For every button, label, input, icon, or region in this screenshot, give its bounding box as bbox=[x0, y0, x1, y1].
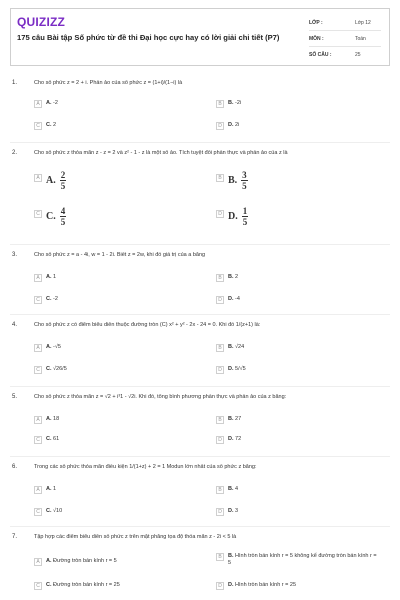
option-c[interactable] bbox=[34, 296, 58, 304]
fraction-numerator: 1 bbox=[242, 206, 248, 216]
option-text: 1 bbox=[53, 486, 57, 492]
divider bbox=[10, 526, 390, 527]
option-a[interactable] bbox=[34, 344, 61, 352]
question-text: Cho số phức z thỏa mãn z = √2 + i³1 - √2i. Khi đó, tổng bình phương phần thực và phần ảo của z bằng: bbox=[34, 394, 287, 400]
option-b[interactable] bbox=[216, 486, 238, 494]
option-letter: C bbox=[34, 508, 42, 516]
option-c[interactable] bbox=[34, 366, 67, 374]
option-text: 72 bbox=[235, 436, 242, 442]
question-2 bbox=[12, 150, 390, 240]
option-text: 4 bbox=[235, 486, 239, 492]
option-fraction bbox=[241, 170, 248, 191]
option-fraction bbox=[242, 206, 249, 227]
option-letter: D bbox=[216, 582, 224, 590]
question-number: 1. bbox=[12, 80, 18, 86]
question-5 bbox=[12, 394, 390, 454]
option-text: √24 bbox=[235, 344, 245, 350]
meta-label: SỐ CÂU : bbox=[309, 51, 332, 58]
option-prefix: A. bbox=[46, 174, 56, 186]
option-prefix: B. bbox=[228, 416, 234, 422]
document-header bbox=[10, 8, 390, 66]
option-d[interactable] bbox=[216, 582, 296, 590]
option-c[interactable] bbox=[34, 122, 56, 130]
option-prefix: D. bbox=[228, 366, 234, 372]
option-c[interactable] bbox=[34, 508, 62, 516]
option-prefix: D. bbox=[228, 210, 238, 222]
option-text: Đường tròn bán kính r = 5 bbox=[53, 558, 117, 564]
option-prefix: C. bbox=[46, 210, 56, 222]
option-text: 2 bbox=[235, 274, 239, 280]
question-text: Cho số phức z thỏa mãn z - z = 2 và z² - 1 - z là một số ảo. Tích tuyệt đối phần thực và phần ảo của z là bbox=[34, 150, 288, 156]
option-b[interactable] bbox=[216, 274, 238, 282]
option-prefix: B. bbox=[228, 174, 238, 186]
fraction-denominator: 5 bbox=[60, 181, 66, 191]
option-text: 61 bbox=[53, 436, 60, 442]
option-prefix: B. bbox=[228, 486, 234, 492]
option-letter: B bbox=[216, 553, 224, 561]
option-letter: D bbox=[216, 210, 224, 218]
option-d[interactable] bbox=[216, 296, 240, 304]
option-prefix: C. bbox=[46, 366, 52, 372]
option-letter: C bbox=[34, 210, 42, 218]
option-prefix: A. bbox=[46, 416, 52, 422]
meta-value: 25 bbox=[355, 51, 361, 58]
option-text: -2 bbox=[53, 296, 58, 302]
meta-label: MÔN : bbox=[309, 35, 324, 42]
meta-value: Lớp 12 bbox=[355, 19, 371, 26]
question-number: 2. bbox=[12, 150, 18, 156]
meta-info bbox=[309, 15, 381, 62]
option-text: 18 bbox=[53, 416, 60, 422]
question-text: Tập hợp các điểm biểu diễn số phức z trên mặt phẳng tọa độ thỏa mãn z - 2i < 5 là bbox=[34, 534, 237, 540]
option-a[interactable] bbox=[34, 486, 56, 494]
question-number: 7. bbox=[12, 534, 18, 540]
option-letter: C bbox=[34, 296, 42, 304]
option-text: 27 bbox=[235, 416, 242, 422]
option-letter: C bbox=[34, 366, 42, 374]
option-prefix: B. bbox=[228, 344, 234, 350]
divider bbox=[10, 386, 390, 387]
option-letter: D bbox=[216, 366, 224, 374]
question-7 bbox=[12, 534, 390, 598]
question-text: Cho số phức z có điểm biểu diễn thuộc đường tròn (C) x² + y² - 2x - 24 = 0. Khi đó 1/(z+1) là: bbox=[34, 322, 261, 328]
option-fraction bbox=[60, 170, 67, 191]
question-number: 5. bbox=[12, 394, 18, 400]
option-letter: B bbox=[216, 416, 224, 424]
option-d[interactable] bbox=[216, 122, 239, 130]
option-a[interactable] bbox=[34, 100, 58, 108]
question-text: Cho số phức z = 2 + i. Phần ảo của số phức z = (1+i)/(1−i) là bbox=[34, 80, 183, 86]
option-text: -4 bbox=[235, 296, 240, 302]
option-prefix: A. bbox=[46, 100, 52, 106]
fraction-numerator: 3 bbox=[242, 170, 247, 180]
option-d[interactable] bbox=[216, 436, 241, 444]
option-fraction bbox=[60, 206, 67, 227]
option-text: Hình tròn bán kính r = 5 không kể đường tròn bán kính r = 5 bbox=[228, 553, 377, 566]
option-letter: B bbox=[216, 100, 224, 108]
option-d[interactable] bbox=[216, 366, 246, 374]
option-a[interactable] bbox=[34, 274, 56, 282]
divider bbox=[10, 456, 390, 457]
option-b[interactable] bbox=[216, 170, 248, 191]
fraction-numerator: 2 bbox=[60, 170, 66, 180]
option-letter: B bbox=[216, 174, 224, 182]
option-text: 2 bbox=[53, 122, 57, 128]
option-letter: B bbox=[216, 344, 224, 352]
option-prefix: C. bbox=[46, 436, 52, 442]
option-prefix: D. bbox=[228, 582, 234, 588]
option-text: 2i bbox=[235, 122, 240, 128]
option-text: Đường tròn bán kính r = 25 bbox=[53, 582, 120, 588]
option-text: 5/√5 bbox=[235, 366, 246, 372]
option-text: Hình tròn bán kính r = 25 bbox=[235, 582, 297, 588]
document-title: 175 câu Bài tập Số phức từ đề thi Đại học cực hay có lời giải chi tiết (P7) bbox=[17, 33, 280, 42]
option-letter: A bbox=[34, 344, 42, 352]
option-c[interactable] bbox=[34, 436, 59, 444]
fraction-denominator: 5 bbox=[242, 217, 248, 227]
option-b[interactable] bbox=[216, 344, 244, 352]
option-b[interactable] bbox=[216, 416, 241, 424]
option-text: √26/5 bbox=[53, 366, 67, 372]
option-letter: A bbox=[34, 174, 42, 182]
meta-label: LỚP : bbox=[309, 19, 323, 26]
option-prefix: B. bbox=[228, 274, 234, 280]
fraction-denominator: 5 bbox=[242, 181, 247, 191]
option-prefix: B. bbox=[228, 553, 234, 559]
question-number: 6. bbox=[12, 464, 18, 470]
question-6 bbox=[12, 464, 390, 524]
option-letter: C bbox=[34, 582, 42, 590]
option-prefix: A. bbox=[46, 486, 52, 492]
option-letter: D bbox=[216, 122, 224, 130]
option-prefix: A. bbox=[46, 558, 52, 564]
option-text: 3 bbox=[235, 508, 239, 514]
option-text: 1 bbox=[53, 274, 57, 280]
option-letter: D bbox=[216, 296, 224, 304]
option-text: -2 bbox=[53, 100, 58, 106]
meta-value: Toán bbox=[355, 35, 366, 42]
option-c[interactable] bbox=[34, 206, 66, 227]
option-letter: A bbox=[34, 274, 42, 282]
option-prefix: A. bbox=[46, 344, 52, 350]
option-prefix: D. bbox=[228, 122, 234, 128]
option-a[interactable] bbox=[34, 558, 117, 566]
option-text: -√5 bbox=[53, 344, 61, 350]
option-prefix: C. bbox=[46, 582, 52, 588]
meta-row-count bbox=[309, 47, 381, 62]
option-letter: A bbox=[34, 100, 42, 108]
option-d[interactable] bbox=[216, 508, 238, 516]
option-b[interactable] bbox=[216, 100, 241, 108]
option-c[interactable] bbox=[34, 582, 120, 590]
question-text: Cho số phức z = a - 4i, w = 1 - 2i. Biết z = 2w, khi đó giá trị của a bằng bbox=[34, 252, 206, 258]
option-letter: A bbox=[34, 486, 42, 494]
question-text: Trong các số phức thỏa mãn điều kiện 1/(1+z) + 2 = 1 Modun lớn nhất của số phức z bằng: bbox=[34, 464, 257, 470]
option-prefix: C. bbox=[46, 122, 52, 128]
question-4 bbox=[12, 322, 390, 384]
meta-row-class bbox=[309, 15, 381, 31]
divider bbox=[10, 314, 390, 315]
option-prefix: A. bbox=[46, 274, 52, 280]
option-prefix: C. bbox=[46, 296, 52, 302]
meta-row-subject bbox=[309, 31, 381, 47]
option-text: √10 bbox=[53, 508, 63, 514]
option-text: -2i bbox=[235, 100, 242, 106]
option-prefix: D. bbox=[228, 508, 234, 514]
option-letter: A bbox=[34, 558, 42, 566]
quizizz-logo: QUIZIZZ bbox=[17, 15, 66, 29]
option-letter: C bbox=[34, 122, 42, 130]
option-a[interactable] bbox=[34, 416, 59, 424]
option-prefix: B. bbox=[228, 100, 234, 106]
divider bbox=[10, 244, 390, 245]
question-number: 3. bbox=[12, 252, 18, 258]
option-letter: B bbox=[216, 274, 224, 282]
divider bbox=[10, 142, 390, 143]
option-a[interactable] bbox=[34, 170, 66, 191]
fraction-denominator: 5 bbox=[60, 217, 66, 227]
option-prefix: D. bbox=[228, 436, 234, 442]
option-d[interactable] bbox=[216, 206, 248, 227]
option-prefix: C. bbox=[46, 508, 52, 514]
question-number: 4. bbox=[12, 322, 18, 328]
fraction-numerator: 4 bbox=[60, 206, 66, 216]
option-letter: B bbox=[216, 486, 224, 494]
option-letter: D bbox=[216, 436, 224, 444]
question-3 bbox=[12, 252, 390, 312]
option-letter: A bbox=[34, 416, 42, 424]
question-1 bbox=[12, 80, 390, 140]
option-letter: D bbox=[216, 508, 224, 516]
option-prefix: D. bbox=[228, 296, 234, 302]
option-letter: C bbox=[34, 436, 42, 444]
option-b[interactable] bbox=[216, 553, 378, 567]
